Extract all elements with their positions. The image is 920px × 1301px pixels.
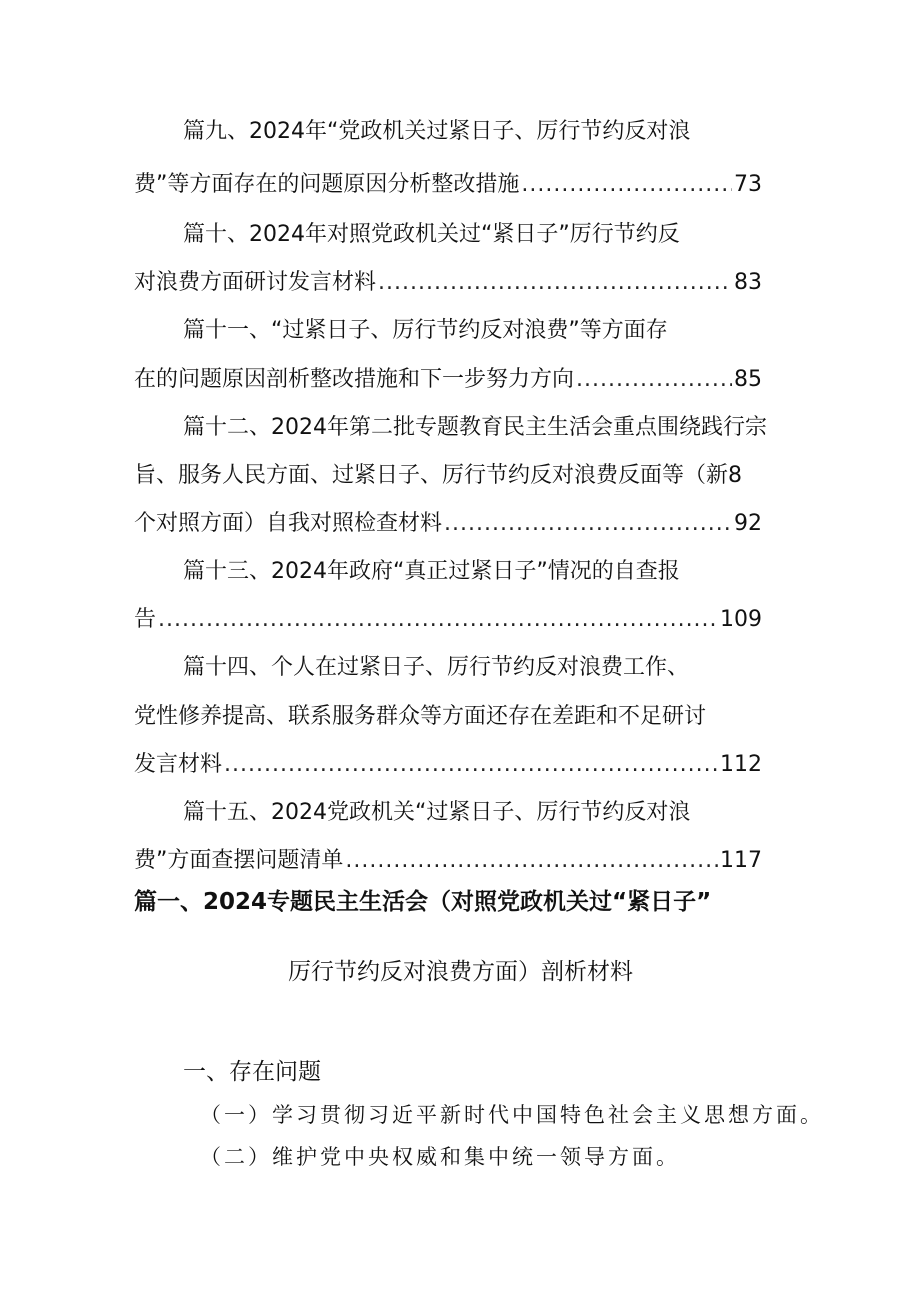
- toc-leader-dots: [444, 509, 732, 539]
- toc-leader-dots: [158, 605, 718, 635]
- toc-entry-9[interactable]: [134, 170, 762, 200]
- toc-leader-dots: [576, 365, 732, 395]
- toc-entry-15[interactable]: [134, 846, 762, 876]
- toc-entry-13-line-1: 篇十三、2024年政府“真正过紧日子”情况的自查报: [183, 559, 680, 584]
- toc-leader-dots: [345, 846, 718, 876]
- toc-entry-13[interactable]: [134, 605, 762, 635]
- toc-entry-14-page: 112: [720, 752, 762, 777]
- toc-leader-dots: [224, 750, 718, 780]
- section-heading: 一、存在问题: [183, 1059, 321, 1085]
- toc-entry-10-title: 对浪费方面研讨发言材料: [134, 270, 377, 295]
- toc-leader-dots: [521, 170, 732, 200]
- toc-entry-9-page: 73: [734, 172, 762, 197]
- toc-entry-12-title: 个对照方面）自我对照检查材料: [134, 511, 443, 536]
- toc-entry-14-line-2: 党性修养提高、联系服务群众等方面还存在差距和不足研讨: [134, 704, 707, 729]
- toc-entry-12-line-2: 旨、服务人民方面、过紧日子、厉行节约反对浪费反面等（新8: [134, 463, 742, 488]
- toc-entry-12-page: 92: [734, 511, 762, 536]
- section-item-1: （一）学习贯彻习近平新时代中国特色社会主义思想方面。: [200, 1103, 824, 1127]
- toc-entry-15-line-1: 篇十五、2024党政机关“过紧日子、厉行节约反对浪: [183, 800, 691, 825]
- toc-entry-12[interactable]: [134, 509, 762, 539]
- toc-entry-10-line-1: 篇十、2024年对照党政机关过“紧日子”厉行节约反: [183, 222, 680, 247]
- toc-entry-12-line-1: 篇十二、2024年第二批专题教育民主生活会重点围绕践行宗: [183, 415, 767, 440]
- toc-entry-11-title: 在的问题原因剖析整改措施和下一步努力方向: [134, 367, 575, 392]
- toc-entry-13-title: 告: [134, 607, 157, 632]
- toc-entry-9-line-1: 篇九、2024年“党政机关过紧日子、厉行节约反对浪: [183, 119, 691, 144]
- toc-entry-15-title: 费”方面查摆问题清单: [134, 848, 344, 873]
- toc-entry-14-line-1: 篇十四、个人在过紧日子、厉行节约反对浪费工作、: [183, 655, 690, 680]
- toc-entry-11-line-1: 篇十一、“过紧日子、厉行节约反对浪费”等方面存: [183, 318, 668, 343]
- toc-entry-11-page: 85: [734, 367, 762, 392]
- toc-entry-14[interactable]: [134, 750, 762, 780]
- toc-entry-14-title: 发言材料: [134, 752, 223, 777]
- document-title-line-2: 厉行节约反对浪费方面）剖析材料: [288, 959, 633, 985]
- toc-entry-10-page: 83: [734, 270, 762, 295]
- toc-entry-13-page: 109: [720, 607, 762, 632]
- section-item-2: （二）维护党中央权威和集中统一领导方面。: [200, 1145, 680, 1169]
- toc-entry-15-page: 117: [720, 848, 762, 873]
- document-title-line-1: 篇一、2024专题民主生活会（对照党政机关过“紧日子”: [134, 889, 712, 915]
- toc-entry-9-title: 费”等方面存在的问题原因分析整改措施: [134, 172, 520, 197]
- toc-leader-dots: [378, 268, 732, 298]
- toc-entry-10[interactable]: [134, 268, 762, 298]
- toc-entry-11[interactable]: [134, 365, 762, 395]
